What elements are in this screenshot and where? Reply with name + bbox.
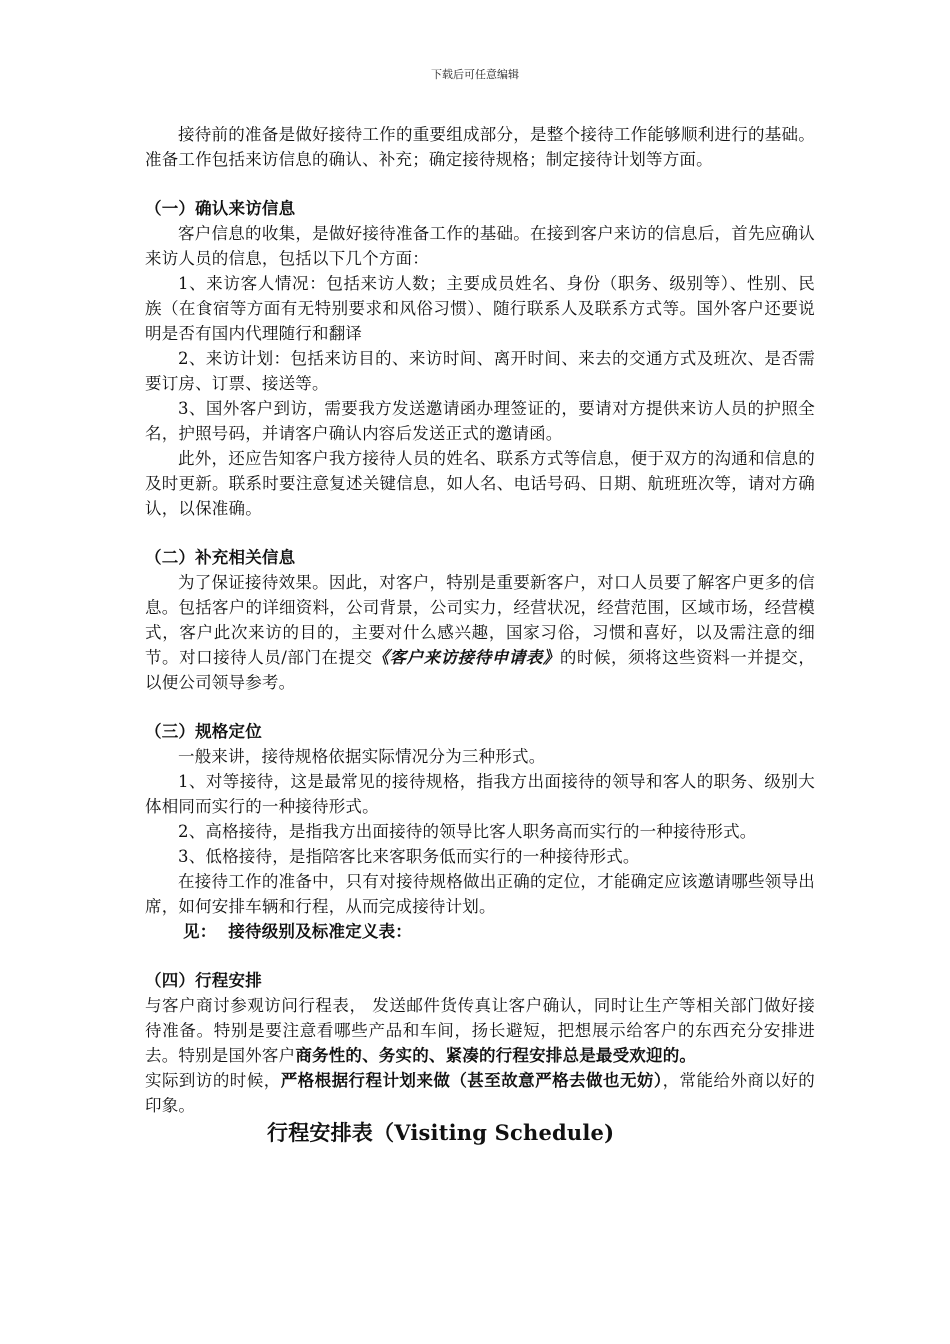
- section3-item1: 1、对等接待，这是最常见的接待规格，指我方出面接待的领导和客人的职务、级别大体相同而实行的一种接待形式。: [145, 772, 815, 816]
- intro-paragraph: 接待前的准备是做好接待工作的重要组成部分，是整个接待工作能够顺利进行的基础。准备工作包括来访信息的确认、补充；确定接待规格；制定接待计划等方面。: [145, 125, 815, 169]
- document-body: [145, 122, 815, 1148]
- section4-p2-before: 实际到访的时候，: [145, 1071, 281, 1090]
- section3-paragraph1: 一般来讲，接待规格依据实际情况分为三种形式。: [178, 747, 546, 766]
- section1-item1: 1、来访客人情况：包括来访人数；主要成员姓名、身份（职务、级别等）、性别、民族（在食宿等方面有无特别要求和风俗习惯）、随行联系人及联系方式等。国外客户还要说明是否有国内代理随行和翻译: [145, 274, 815, 343]
- see-text: 接待级别及标准定义表：: [228, 922, 412, 941]
- section3-item3: 3、低格接待，是指陪客比来客职务低而实行的一种接待形式。: [178, 847, 640, 866]
- section3-heading: （三）规格定位: [145, 722, 262, 741]
- section2-text-after: 的时候，须将这些资料一并提交，以便公司领导参考。: [145, 648, 816, 692]
- section4-text-before: 与客户商讨参观访问行程表， 发送邮件货传真让客户确认，同时让生产等相关部门做好接待准备。特别是要注意看哪些产品和车间，扬长避短，把想展示给客户的东西充分安排进去。特别是国外客户: [145, 996, 815, 1065]
- section2-heading: （二）补充相关信息: [145, 548, 296, 567]
- section1-paragraph2: 此外，还应告知客户我方接待人员的姓名、联系方式等信息，便于双方的沟通和信息的及时更新。联系时要注意复述关键信息，如人名、电话号码、日期、航班班次等，请对方确认，以保准确。: [145, 449, 815, 518]
- schedule-title: 行程安排表（Visiting Schedule): [267, 1120, 615, 1145]
- section4-bold-text: 商务性的、务实的、紧凑的行程安排总是最受欢迎的。: [295, 1046, 697, 1065]
- section4-p2-after: ，常能给外商以好的印象。: [145, 1071, 815, 1115]
- section1-heading: （一）确认来访信息: [145, 199, 296, 218]
- section1-paragraph1: 客户信息的收集，是做好接待准备工作的基础。在接到客户来访的信息后，首先应确认来访人员的信息，包括以下几个方面：: [145, 224, 815, 268]
- see-label: 见：: [183, 922, 217, 941]
- section4-paragraph2: [145, 1068, 815, 1118]
- section2-paragraph1: [145, 570, 815, 695]
- section4-paragraph1: [145, 993, 815, 1068]
- section1-item3: 3、国外客户到访，需要我方发送邀请函办理签证的，要请对方提供来访人员的护照全名，护照号码，并请客户确认内容后发送正式的邀请函。: [145, 399, 815, 443]
- section3-item2: 2、高格接待，是指我方出面接待的领导比客人职务高而实行的一种接待形式。: [178, 822, 757, 841]
- section1-item2: 2、来访计划：包括来访目的、来访时间、离开时间、来去的交通方式及班次、是否需要订房、订票、接送等。: [145, 349, 815, 393]
- section3-paragraph2: 在接待工作的准备中，只有对接待规格做出正确的定位，才能确定应该邀请哪些领导出席，如何安排车辆和行程，从而完成接待计划。: [145, 872, 815, 916]
- page-header: 下载后可任意编辑: [431, 68, 519, 81]
- section2-text-before: 为了保证接待效果。因此，对客户，特别是重要新客户，对口人员要了解客户更多的信息。包括客户的详细资料，公司背景，公司实力，经营状况，经营范围，区域市场，经营模式，客户此次来访的目的，主要对什么感兴趣，国家习俗，习惯和喜好，以及需注意的细节。对口接待人员/部门在提交: [145, 573, 815, 667]
- section4-p2-bold: 严格根据行程计划来做（甚至故意严格去做也无妨）: [280, 1071, 663, 1090]
- see-reference: [145, 919, 815, 944]
- section4-heading: （四）行程安排: [145, 971, 262, 990]
- request-form-name: 《客户来访接待申请表》: [372, 648, 560, 667]
